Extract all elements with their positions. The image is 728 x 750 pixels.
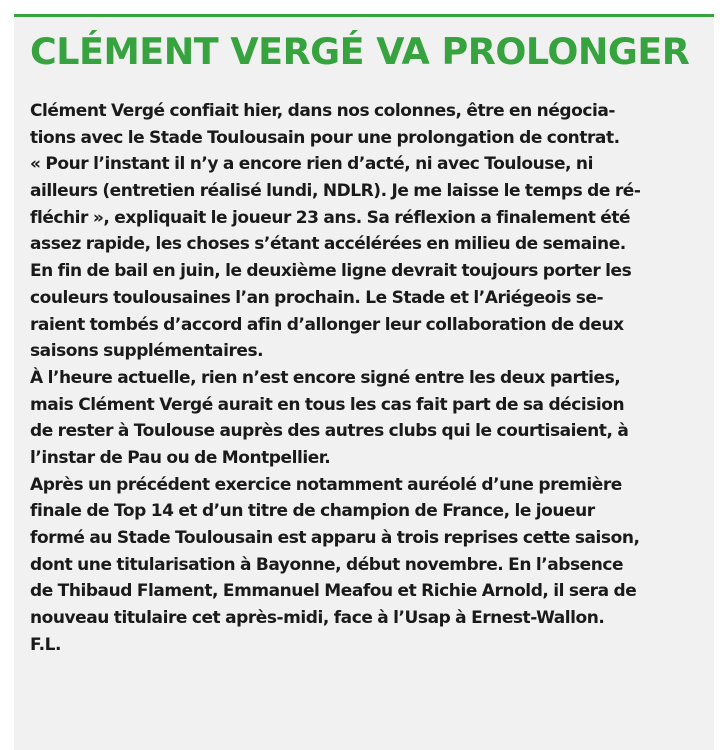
text-line: Après un précédent exercice notamment auréolé d’une première bbox=[30, 474, 622, 495]
text-line: En fin de bail en juin, le deuxième ligne devrait toujours porter les bbox=[30, 261, 632, 282]
text-line: ailleurs (entretien réalisé lundi, NDLR). Je me laisse le temps de ré- bbox=[30, 181, 641, 202]
text-line: Clément Vergé confiait hier, dans nos colonnes, être en négocia- bbox=[30, 101, 615, 121]
text-line: nouveau titulaire cet après-midi, face à l’Usap à Ernest-Wallon. bbox=[30, 608, 605, 629]
article-signature: F.L. bbox=[30, 634, 62, 655]
text-line: formé au Stade Toulousain est apparu à trois reprises cette saison, bbox=[30, 528, 640, 548]
text-line: saisons supplémentaires. bbox=[30, 341, 264, 362]
article-paragraph bbox=[30, 365, 710, 472]
article-paragraph bbox=[30, 98, 710, 365]
text-line: de rester à Toulouse auprès des autres clubs qui le courtisaient, à bbox=[30, 421, 629, 442]
text-line: dont une titularisation à Bayonne, début novembre. En l’absence bbox=[30, 554, 624, 575]
text-line: assez rapide, les choses s’étant accélérées en milieu de semaine. bbox=[30, 234, 626, 255]
text-line: couleurs toulousaines l’an prochain. Le Stade et l’Ariégeois se- bbox=[30, 287, 604, 308]
text-line: À l’heure actuelle, rien n’est encore signé entre les deux parties, bbox=[30, 367, 621, 388]
article-paragraph bbox=[30, 472, 710, 632]
text-line: « Pour l’instant il n’y a encore rien d’acté, ni avec Toulouse, ni bbox=[30, 154, 593, 175]
text-line: mais Clément Vergé aurait en tous les cas fait part de sa décision bbox=[30, 394, 625, 415]
article-body bbox=[30, 98, 710, 658]
article-box bbox=[14, 14, 714, 750]
text-line: l’instar de Pau ou de Montpellier. bbox=[30, 447, 331, 468]
text-line: fléchir », expliquait le joueur 23 ans. Sa réflexion a finalement été bbox=[30, 207, 631, 228]
text-line: finale de Top 14 et d’un titre de champion de France, le joueur bbox=[30, 501, 595, 522]
text-line: de Thibaud Flament, Emmanuel Meafou et Richie Arnold, il sera de bbox=[30, 581, 637, 602]
text-line: raient tombés d’accord afin d’allonger leur collaboration de deux bbox=[30, 314, 624, 335]
text-line: tions avec le Stade Toulousain pour une prolongation de contrat. bbox=[30, 127, 620, 148]
article-signature-block bbox=[30, 632, 710, 659]
article-title: CLÉMENT VERGÉ VA PROLONGER bbox=[30, 30, 690, 73]
